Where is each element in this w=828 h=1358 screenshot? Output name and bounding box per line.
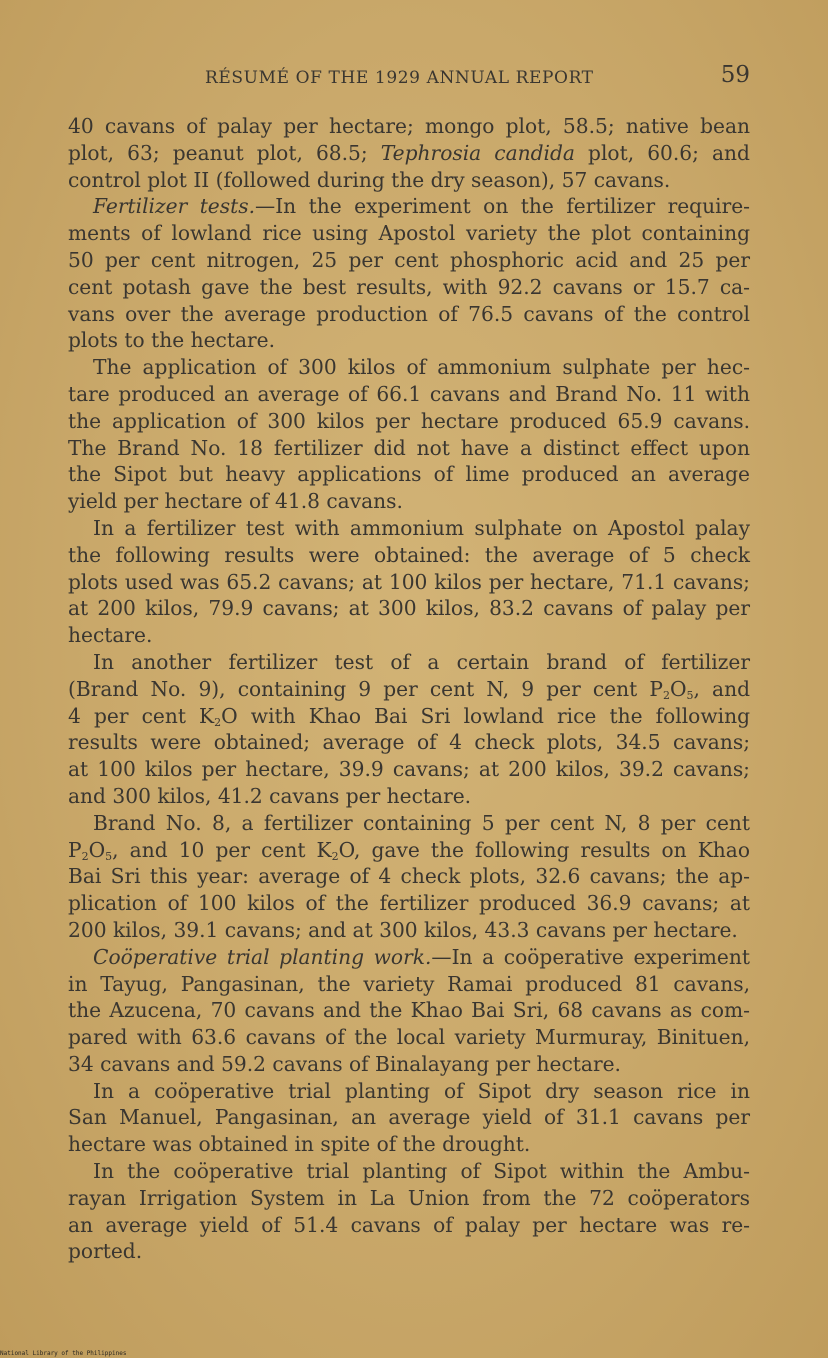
text-line: 34 cavans and 59.2 cavans of Binalayang per hectare. [68,1051,621,1076]
text-line: ments of lowland rice using Apostol variety the plot containing [68,221,750,246]
text-span: plot, 60.6; and [574,140,750,165]
text-line: cent potash gave the best results, with 92.2 cavans or 15.7 ca- [68,274,750,299]
section-heading-fertilizer-tests: Fertilizer tests. [93,194,255,219]
text-line: pared with 63.6 cavans of the local variety Murmuray, Binituen, [68,1025,750,1050]
text-line: tare produced an average of 66.1 cavans and Brand No. 11 with [68,381,750,406]
text-span: 4 per cent K [68,703,215,728]
text-line: plication of 100 kilos of the fertilizer produced 36.9 cavans; at [68,891,750,916]
subscript: 5 [686,688,694,702]
section-heading-cooperative-trial: Coöperative trial planting work. [93,944,432,969]
running-head: RÉSUMÉ OF THE 1929 ANNUAL REPORT [205,68,594,88]
text-line: The Brand No. 18 fertilizer did not have a distinct effect upon [68,435,750,460]
text-line: vans over the average production of 76.5 cavans of the control [68,301,750,326]
text-line: In a fertilizer test with ammonium sulphate on Apostol palay [93,515,750,540]
text-span: O with Khao Bai Sri lowland rice the following [221,703,750,728]
text-line: hectare was obtained in spite of the drought. [68,1132,531,1157]
text-line [68,944,750,971]
text-line: an average yield of 51.4 cavans of palay per hectare was re- [68,1212,750,1237]
text-line: Bai Sri this year: average of 4 check plots, 32.6 cavans; the ap- [68,864,750,889]
text-line: hectare. [68,623,153,648]
text-line: rayan Irrigation System in La Union from the 72 coöperators [68,1185,750,1210]
text-span: O [88,837,106,862]
text-line: the Sipot but heavy applications of lime produced an average [68,462,750,487]
text-span: P [68,837,82,862]
text-line: and 300 kilos, 41.2 cavans per hectare. [68,783,472,808]
library-credit: National Library of the Philippines [0,1350,127,1357]
text-span: O [669,676,687,701]
text-line: control plot II (followed during the dry season), 57 cavans. [68,167,671,192]
text-span: , and 10 per cent K [112,837,332,862]
text-line: the following results were obtained: the average of 5 check [68,542,750,567]
text-line: plots used was 65.2 cavans; at 100 kilos per hectare, 71.1 cavans; [68,569,750,594]
text-line: In another fertilizer test of a certain brand of fertilizer [93,649,750,674]
subscript: 2 [331,849,339,863]
italic-species-name: Tephrosia candida [380,140,575,165]
subscript: 5 [105,849,113,863]
text-line: the Azucena, 70 cavans and the Khao Bai Sri, 68 cavans as com- [68,998,750,1023]
text-span: —In a coöperative experiment [431,944,750,969]
text-line [68,703,750,730]
subscript: 2 [81,849,89,863]
text-line: plots to the hectare. [68,328,276,353]
text-line [68,676,750,703]
text-line: at 200 kilos, 79.9 cavans; at 300 kilos, 83.2 cavans of palay per [68,596,750,621]
text-line: ported. [68,1239,143,1264]
text-line: the application of 300 kilos per hectare produced 65.9 cavans. [68,408,750,433]
text-line: in Tayug, Pangasinan, the variety Ramai produced 81 cavans, [68,971,750,996]
subscript: 2 [214,715,222,729]
text-span: O, gave the following results on Khao [338,837,750,862]
text-line: at 100 kilos per hectare, 39.9 cavans; at 200 kilos, 39.2 cavans; [68,757,750,782]
text-line: The application of 300 kilos of ammonium sulphate per hec- [93,355,750,380]
text-span: , and [693,676,750,701]
text-span: (Brand No. 9), containing 9 per cent N, 9 per cent P [68,676,663,701]
text-span: —In the experiment on the fertilizer require- [255,194,750,219]
text-line: 200 kilos, 39.1 cavans; and at 300 kilos, 43.3 cavans per hectare. [68,917,738,942]
text-line: Brand No. 8, a fertilizer containing 5 per cent N, 8 per cent [93,810,750,835]
text-span: plot, 63; peanut plot, 68.5; [68,140,381,165]
text-line [68,140,750,167]
text-line [68,837,750,864]
text-line: 50 per cent nitrogen, 25 per cent phosphoric acid and 25 per [68,247,750,272]
subscript: 2 [662,688,670,702]
text-line: results were obtained; average of 4 check plots, 34.5 cavans; [68,730,750,755]
body-text [68,113,750,1265]
text-line: 40 cavans of palay per hectare; mongo plot, 58.5; native bean [68,114,750,138]
text-line: San Manuel, Pangasinan, an average yield of 31.1 cavans per [68,1105,750,1130]
page-header [68,62,750,94]
text-line: In a coöperative trial planting of Sipot dry season rice in [93,1078,750,1103]
page-number: 59 [720,62,750,88]
text-line: yield per hectare of 41.8 cavans. [68,489,403,514]
text-line: In the coöperative trial planting of Sipot within the Ambu- [93,1159,750,1184]
text-line [68,193,750,220]
